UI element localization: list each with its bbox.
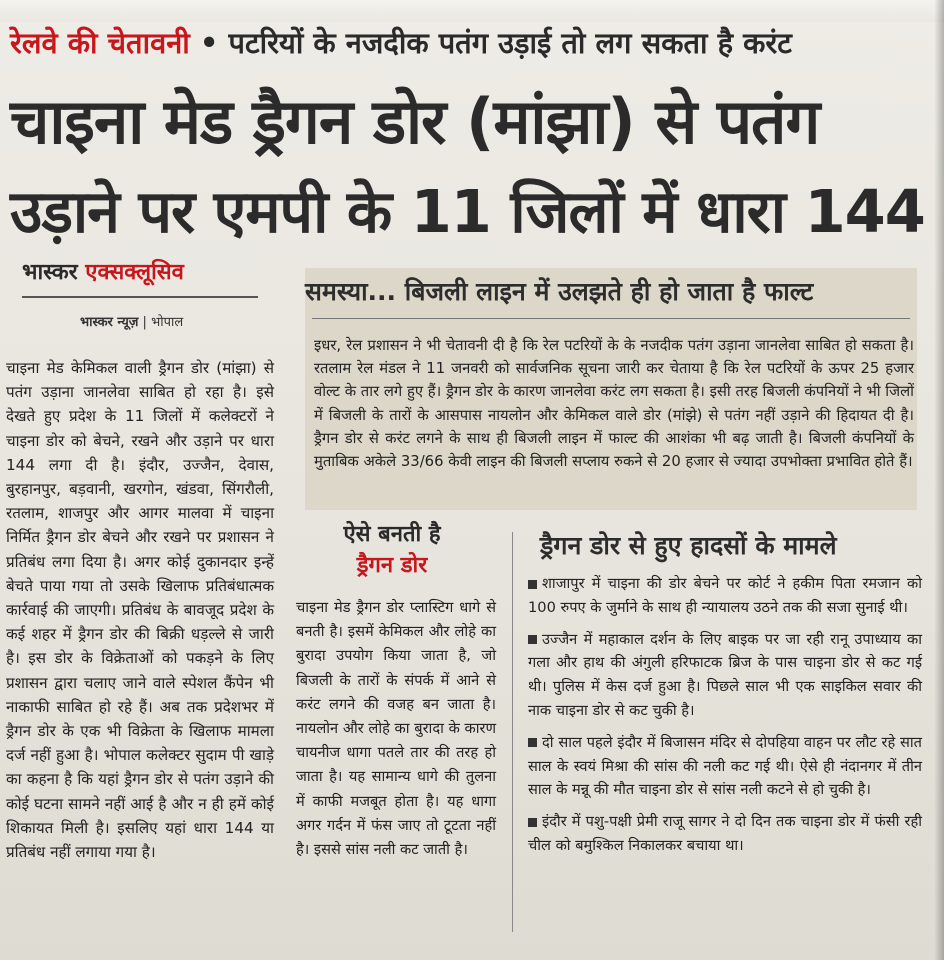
case-text: शाजापुर में चाइना की डोर बेचने पर कोर्ट ने हकीम पिता रमजान को 100 रुपए के जुर्माने के साथ ही न्यायालय उठने तक की सजा सुनाई थी। [528,575,922,616]
bullet-icon [528,818,537,827]
case-text: उज्जैन में महाकाल दर्शन के लिए बाइक पर जा रही रानू उपाध्याय का गला और हाथ की अंगुली हरिफाटक ब्रिज के पास चाइना डोर से कट गई थी। पुलिस में केस दर्ज हुआ है। पिछले साल भी एक साइकिल सवार की नाक चाइना डोर से कट चुकी है। [528,630,922,719]
problem-rule [312,318,910,319]
bullet-icon [528,580,537,589]
main-article-body: चाइना मेड केमिकल वाली ड्रैगन डोर (मांझा) से पतंग उड़ाना जानलेवा साबित हो रहा है। इसे देखते हुए प्रदेश के 11 जिलों में कलेक्टरों ने चाइना डोर को बेचने, रखने और उड़ाने पर धारा 144 लगा दी है। इंदौर, उज्जैन, देवास, बुरहानपुर, बड़वानी, खरगोन, खंडवा, सिंगरौली, रतलाम, शाजपुर और आगर मालवा में चाइना निर्मित ड्रैगन डोर बेचने और रखने पर प्रशासन ने प्रतिबंध लगा दिया है। अगर कोई दुकानदार इन्हें बेचते पाया गया तो उसके खिलाफ प्रतिबंधात्मक कार्रवाई की जाएगी। प्रतिबंध के बावजूद प्रदेश के कई शहर में ड्रैगन डोर की बिक्री धड़ल्ले से जारी है। इस डोर के विक्रेताओं को पकड़ने के लिए प्रशासन द्वारा चलाए जाने वाले स्पेशल कैंपेन भी नाकाफी साबित हो रहे हैं। अब तक प्रदेशभर में ड्रैगन डोर के एक भी विक्रेता के खिलाफ मामला दर्ज नहीं हुआ है। भोपाल कलेक्टर सुदाम पी खाड़े का कहना है कि यहां ड्रैगन डोर से पतंग उड़ाने की कोई घटना सामने नहीं आई है और न ही हमें कोई शिकायत मिली है। इसलिए यहां धारा 144 या प्रतिबंध नहीं लगाया गया है। [6,359,274,862]
brand-rule [22,296,258,298]
case-item [528,731,922,802]
howmade-body: चाइना मेड ड्रैगन डोर प्लास्टिग धागे से बनती है। इसमें केमिकल और लोहे का बुरादा उपयोग किया जाता है, जो बिजली के तारों के संपर्क में आने से करंट लगने की वजह बन जाता है। नायलोन और लोहे का बुरादा के कारण चायनीज धागा पतले तार की तरह हो जाता है। यह सामान्य धागे की तुलना में काफी मजबूत होता है। यह धागा अगर गर्दन में फंस जाए तो टूटता नहीं है। इससे सांस नली कट जाती है। [296,599,496,859]
kicker-separator: • [189,26,229,60]
bullet-icon [528,635,537,644]
case-item [528,628,922,723]
case-text: इंदौर में पशु-पक्षी प्रेमी राजू सागर ने दो दिन तक चाइना डोर में फंसी रही चील को बमुश्किल निकालकर बचाया था। [528,813,922,854]
howmade-subtitle: ड्रैगन डोर [356,553,428,578]
top-edge [0,0,944,22]
page-edge-shadow [934,0,944,960]
kicker [10,22,930,64]
headline-line-1: चाइना मेड ड्रैगन डोर (मांझा) से पतंग [10,85,820,158]
brand-name: भास्कर [22,260,78,285]
column-divider [512,532,513,932]
brand-exclusive: एक्सक्लूसिव [85,260,184,285]
kicker-text: पटरियों के नजदीक पतंग उड़ाई तो लग सकता है करंट [228,26,792,60]
bullet-icon [528,738,537,747]
case-item [528,810,922,858]
case-text: दो साल पहले इंदौर में बिजासन मंदिर से दोपहिया वाहन पर लौट रहे सात साल के स्वयं मिश्रा की सांस की नली कट गई थी। ऐसे ही नंदानगर में तीन साल के मन्नू की मौत चाइना डोर से सांस नली कटने से हो चुकी है। [528,733,922,799]
case-item [528,572,922,620]
byline-source: भास्कर न्यूज़ [80,315,139,330]
kicker-label: रेलवे की चेतावनी [10,26,190,60]
exclusive-brand [22,256,262,286]
cases-title: ड्रैगन डोर से हुए हादसों के मामले [540,531,837,560]
byline-place: भोपाल [151,315,184,330]
byline [80,312,183,330]
headline-line-2: उड़ाने पर एमपी के 11 जिलों में धारा 144 [10,177,925,246]
howmade-title: ऐसे बनती है [343,522,441,547]
byline-separator: | [138,315,152,330]
problem-title: समस्या... बिजली लाइन में उलझते ही हो जाता है फाल्ट [305,277,814,306]
cases-list [528,572,922,866]
problem-body: इधर, रेल प्रशासन ने भी चेतावनी दी है कि रेल पटरियों के के नजदीक पतंग उड़ाना जानलेवा साबित हो सकता है। रतलाम रेल मंडल ने 11 जनवरी को सार्वजनिक सूचना जारी कर चेताया है कि रेल पटरियों के ऊपर 25 हजार वोल्ट के तार लगे हुए हैं। ड्रैगन डोर के कारण जानलेवा करंट लग सकता है। इसी तरह बिजली कंपनियों ने भी जिलों में बिजली के तारों के आसपास नायलोन और केमिकल वाले डोर (मांझे) से पतंग नहीं उड़ाने की हिदायत दी है। ड्रैगन डोर से करंट लगने के साथ ही बिजली लाइन में फाल्ट की आशंका भी बढ़ जाती है। बिजली कंपनियों के मुताबिक अकेले 33/66 केवी लाइन की बिजली सप्लाय रुकने से 20 हजार से ज्यादा उपभोक्ता प्रभावित होते हैं। [314,337,914,471]
